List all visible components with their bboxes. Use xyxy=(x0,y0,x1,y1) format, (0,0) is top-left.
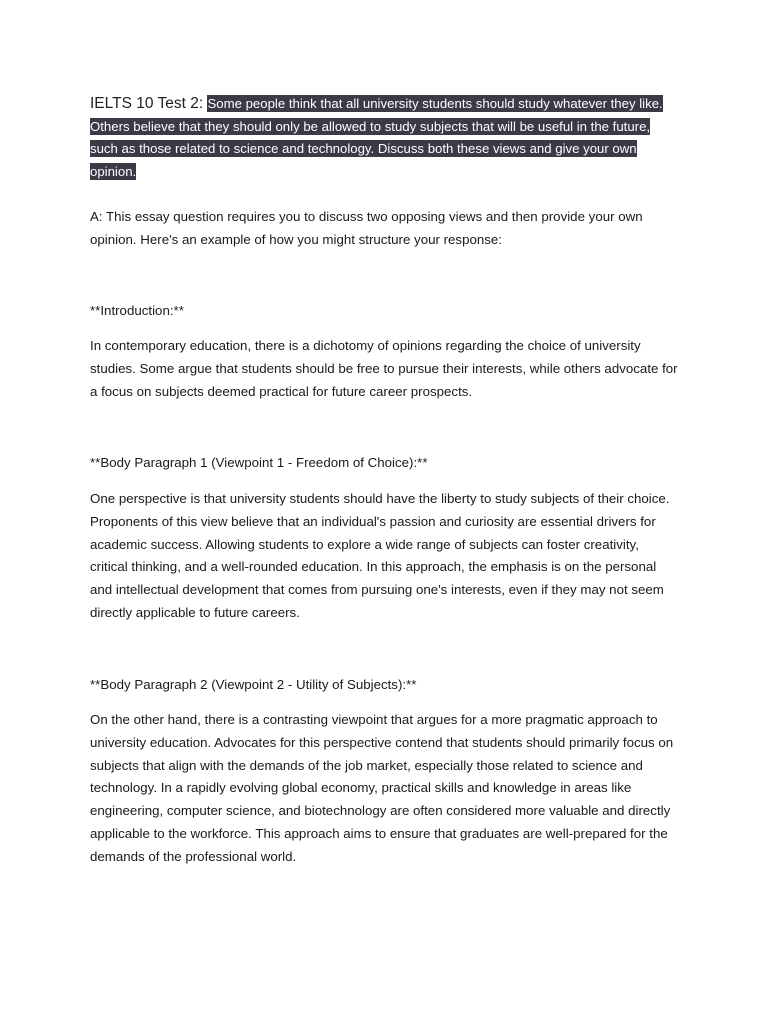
answer-intro: A: This essay question requires you to discuss two opposing views and then provide your own opinion. Here's an example of how you might structure your response: xyxy=(90,209,643,247)
introduction-text: In contemporary education, there is a dichotomy of opinions regarding the choice of university studies. Some argue that students should be free to pursue their interests, while others advocate for a focus on subjects deemed practical for future career prospects. xyxy=(90,338,678,399)
question-text[interactable]: Some people think that all university students should study whatever they like. Others believe that they should only be allowed to study subjects that will be useful in the future, such as those related to science and technology. Discuss both these views and give your own opinion. xyxy=(90,96,663,179)
test-title: IELTS 10 Test 2: xyxy=(90,95,208,112)
body-paragraph-2-heading: **Body Paragraph 2 (Viewpoint 2 - Utility of Subjects):** xyxy=(90,677,417,692)
body-paragraph-2-text: On the other hand, there is a contrasting viewpoint that argues for a more pragmatic approach to university education. Advocates for this perspective contend that students should primarily focus on subjects that align with the demands of the job market, especially those related to science and technology. In a rapidly evolving global economy, practical skills and knowledge in areas like engineering, computer science, and biotechnology are often considered more valuable and directly applicable to the workforce. This approach aims to ensure that graduates are well-prepared for the demands of the professional world. xyxy=(90,712,674,864)
introduction-heading: **Introduction:** xyxy=(90,303,184,318)
body-paragraph-1-text: One perspective is that university students should have the liberty to study subjects of their choice. Proponents of this view believe that an individual's passion and curiosity are essential drivers for academic success. Allowing students to explore a wide range of subjects can foster creativity, critical thinking, and a well-rounded education. In this approach, the emphasis is on the personal and intellectual development that comes from pursuing one's interests, even if they may not seem directly applicable to future careers. xyxy=(90,491,670,620)
body-paragraph-1-heading: **Body Paragraph 1 (Viewpoint 1 - Freedom of Choice):** xyxy=(90,455,428,470)
question-block xyxy=(90,93,680,183)
